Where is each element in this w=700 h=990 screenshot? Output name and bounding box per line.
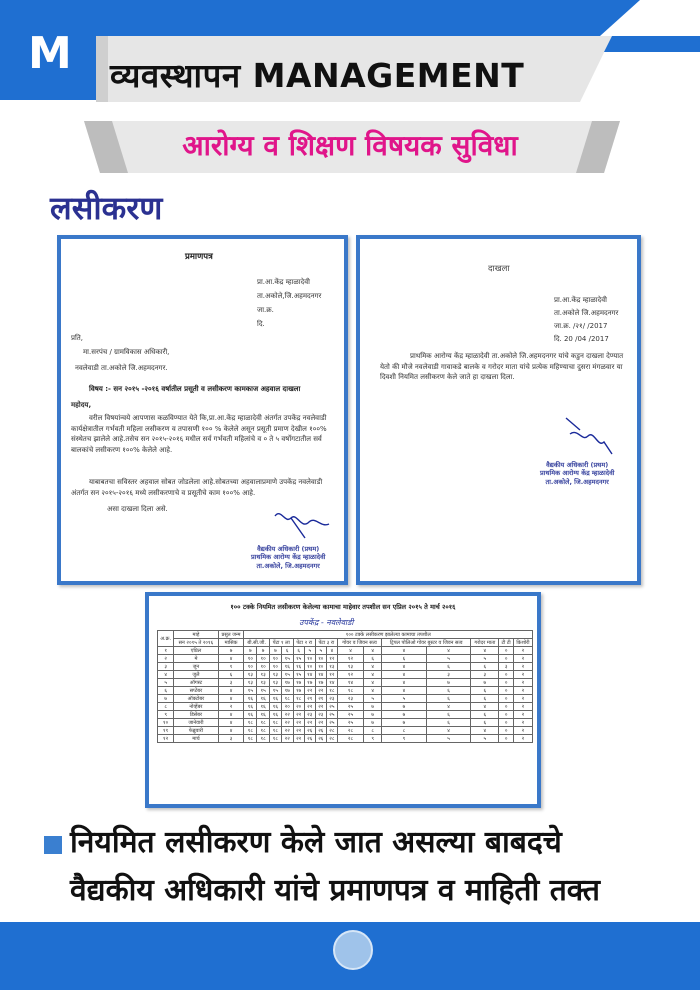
- register-handwritten-note: उपकेंद्र - नवलेवाडी: [299, 618, 354, 627]
- register-cell: १०: [244, 655, 257, 663]
- register-cell: ४: [218, 711, 244, 719]
- register-cell: ५: [158, 679, 174, 687]
- register-cell: १५: [269, 687, 281, 695]
- certificate-body-paragraph-1: वरील विषयांन्वये आपणास कळविण्यात येते कि,प्रा.आ.केंद्र म्हाळादेवी अंतर्गत उपकेंद्र नवलेवाडी कार्यक्षेत्रातील गर्भवती महिला लसीकरण व तपासणी १०० % केलेले असून प्रसूती प्रमाण देखील १००% संस्थेतच झालेले आहे.तसेच सन २०१५-२०१६ मधील सर्व गर्भवती महिलांचे व ० ते ५ वर्षोगटातील सर्व बालकांचे लसीकरण १००% केलेले आहे.: [71, 414, 327, 454]
- certificate-to-label: प्रति,: [71, 334, 84, 342]
- register-cell: १०: [257, 663, 270, 671]
- register-cell: ६: [426, 687, 471, 695]
- dakhla-date-line: दि. 20 /04 /2017: [554, 335, 609, 343]
- page-header-title: व्यवस्थापन MANAGEMENT: [110, 56, 525, 95]
- section-badge-letter: M: [28, 28, 72, 79]
- register-cell: २२: [304, 703, 315, 711]
- register-cell: ६: [426, 695, 471, 703]
- register-cell: २६: [315, 727, 326, 735]
- register-cell: ६: [426, 719, 471, 727]
- register-row: [158, 735, 533, 743]
- register-cell: ४: [426, 647, 471, 655]
- register-cell: नोव्हेंबर: [174, 703, 218, 711]
- register-cell: मे: [174, 655, 218, 663]
- register-header-measles: गोवर व जिवन सत्व: [337, 639, 381, 647]
- register-cell: ९: [364, 735, 382, 743]
- register-cell: ०: [499, 647, 513, 655]
- certificate-subject: विषय :- सन २०१५ -२०१६ वर्षातील प्रसूती व लसीकरण कामकाज अहवाल दाखला: [89, 385, 301, 393]
- register-cell: ४: [471, 727, 499, 735]
- register-header-booster: ट्रिपल पोलिओ गोवर बुस्टर व जिवन सत्व: [382, 639, 471, 647]
- register-cell: १६: [269, 695, 281, 703]
- register-cell: २६: [315, 735, 326, 743]
- register-cell: ४: [218, 719, 244, 727]
- register-header-penta-1: पेंटा १ ला: [269, 639, 293, 647]
- register-cell: १६: [257, 695, 270, 703]
- register-cell: १८: [337, 687, 363, 695]
- register-cell: ६: [293, 647, 304, 655]
- register-cell: २: [513, 687, 532, 695]
- register-cell: ७: [158, 695, 174, 703]
- register-cell: १०: [304, 655, 315, 663]
- register-cell: २५: [326, 703, 337, 711]
- register-cell: १८: [257, 719, 270, 727]
- register-cell: २२: [293, 735, 304, 743]
- certificate-heading: प्रमाणपत्र: [185, 252, 213, 262]
- register-cell: ६: [364, 655, 382, 663]
- register-cell: १६: [257, 703, 270, 711]
- register-header-target-label: मासिक: [218, 639, 244, 647]
- register-cell: ८: [382, 727, 427, 735]
- register-cell: १३: [244, 679, 257, 687]
- register-cell: २२: [304, 687, 315, 695]
- register-cell: १८: [244, 719, 257, 727]
- register-cell: २२: [315, 719, 326, 727]
- register-header-month: माहे: [174, 631, 218, 639]
- certificate-signature: [271, 504, 341, 544]
- register-row: [158, 679, 533, 687]
- register-cell: २२: [281, 719, 293, 727]
- register-cell: ३: [426, 671, 471, 679]
- register-cell: २०: [281, 703, 293, 711]
- register-cell: १८: [269, 719, 281, 727]
- register-cell: ३: [218, 735, 244, 743]
- register-cell: ७: [269, 647, 281, 655]
- certificate-from-line-4: दि.: [257, 320, 265, 328]
- register-cell: ४: [364, 687, 382, 695]
- register-cell: ०: [499, 695, 513, 703]
- register-cell: ५: [315, 647, 326, 655]
- register-cell: ४: [382, 687, 427, 695]
- dakhla-heading: दाखला: [488, 264, 510, 274]
- register-cell: १६: [293, 663, 304, 671]
- register-cell: ४: [426, 727, 471, 735]
- register-cell: जुलै: [174, 671, 218, 679]
- dakhla-stamp-line-2: प्राथमिक आरोग्य केंद्र म्हाळादेवी: [540, 469, 615, 478]
- register-cell: ४: [471, 647, 499, 655]
- certificate-from-line-1: प्रा.आ.केंद्र म्हाळादेवी: [257, 278, 310, 286]
- register-cell: ०: [499, 671, 513, 679]
- register-cell: १०: [315, 655, 326, 663]
- register-cell: १५: [281, 671, 293, 679]
- register-cell: ४: [218, 655, 244, 663]
- register-cell: २: [513, 647, 532, 655]
- register-cell: १७: [293, 687, 304, 695]
- register-cell: ४: [158, 671, 174, 679]
- dakhla-ref-line: जा.क्र. /२१/ /2017: [554, 322, 608, 330]
- register-cell: ८: [158, 703, 174, 711]
- register-cell: १३: [257, 679, 270, 687]
- register-cell: २२: [281, 727, 293, 735]
- register-cell: १: [158, 647, 174, 655]
- register-cell: १३: [269, 671, 281, 679]
- register-cell: ०: [499, 703, 513, 711]
- register-cell: ६: [471, 711, 499, 719]
- register-cell: ४: [382, 663, 427, 671]
- register-cell: ऑक्टोबर: [174, 695, 218, 703]
- register-cell: २२: [281, 711, 293, 719]
- register-cell: ५: [471, 735, 499, 743]
- certificate-stamp-line-3: ता.अकोले, जि.अहमदनगर: [256, 561, 320, 570]
- section-title: लसीकरण: [50, 189, 163, 227]
- register-header-detail: १०० टक्के लसीकरण झालेल्या कामाचा तपशील: [244, 631, 533, 639]
- register-cell: ९: [158, 711, 174, 719]
- register-cell: ३: [499, 663, 513, 671]
- register-cell: एप्रिल: [174, 647, 218, 655]
- certificate-from-line-2: ता.अकोले,जि.अहमदनगर: [257, 292, 322, 300]
- register-cell: १७: [281, 679, 293, 687]
- register-cell: १७: [293, 679, 304, 687]
- register-cell: १७: [281, 687, 293, 695]
- dakhla-stamp-line-3: ता.अकोले, जि.अहमदनगर: [545, 477, 609, 486]
- register-cell: ५: [304, 647, 315, 655]
- certificate-closing: असा दाखला दिला असे.: [107, 505, 168, 513]
- register-cell: ६: [471, 719, 499, 727]
- register-cell: ६: [471, 663, 499, 671]
- register-cell: २: [513, 719, 532, 727]
- register-header-serial: अ.क्र.: [158, 631, 174, 647]
- register-cell: ६: [382, 655, 427, 663]
- register-cell: १३: [269, 679, 281, 687]
- register-cell: २२: [281, 735, 293, 743]
- register-cell: १८: [269, 727, 281, 735]
- register-cell: ६: [281, 647, 293, 655]
- register-cell: ७: [382, 719, 427, 727]
- register-cell: १४: [326, 679, 337, 687]
- register-row: [158, 671, 533, 679]
- register-cell: १८: [269, 735, 281, 743]
- register-cell: १५: [257, 687, 270, 695]
- register-cell: २२: [293, 711, 304, 719]
- register-cell: २०: [293, 703, 304, 711]
- register-cell: १०: [269, 663, 281, 671]
- register-cell: ६: [218, 671, 244, 679]
- register-cell: १२: [326, 655, 337, 663]
- register-header-tt: टी टी: [499, 639, 513, 647]
- register-cell: २२: [304, 719, 315, 727]
- register-cell: ऑगस्ट: [174, 679, 218, 687]
- register-cell: ९: [382, 735, 427, 743]
- register-cell: ६: [158, 687, 174, 695]
- register-cell: ४: [364, 679, 382, 687]
- register-row: [158, 695, 533, 703]
- register-cell: ७: [364, 703, 382, 711]
- register-cell: ४: [364, 663, 382, 671]
- register-cell: १: [218, 663, 244, 671]
- register-header-bcg: बी.सी.जी.: [244, 639, 269, 647]
- register-cell: २: [513, 671, 532, 679]
- certificate-salutation: महोदय,: [71, 401, 92, 409]
- register-cell: १३: [337, 663, 363, 671]
- register-cell: १८: [244, 735, 257, 743]
- register-cell: २५: [337, 703, 363, 711]
- register-cell: २१: [304, 695, 315, 703]
- register-cell: ४: [382, 679, 427, 687]
- register-cell: ५: [426, 655, 471, 663]
- register-cell: १८: [244, 727, 257, 735]
- register-cell: ४: [218, 727, 244, 735]
- register-cell: जून: [174, 663, 218, 671]
- register-cell: १५: [293, 671, 304, 679]
- register-cell: १८: [281, 695, 293, 703]
- register-cell: १६: [244, 711, 257, 719]
- register-header-penta-3: पेंटा ३ रा: [315, 639, 337, 647]
- register-cell: २: [513, 703, 532, 711]
- register-cell: १६: [244, 703, 257, 711]
- register-cell: १२: [337, 671, 363, 679]
- certificate-body-paragraph-2: याबाबतचा सविस्तर अहवाल सोबत जोडलेला आहे.सोबतच्या अहवालाप्रमाणे उपकेंद्र नवलेवाडी अंतर्गत सन २०१५-२०१६ मध्ये लसीकरणाचे व प्रसूतीचे काम १००% आहे.: [71, 478, 323, 497]
- vaccination-register-table: [157, 630, 533, 743]
- register-cell: २२: [293, 719, 304, 727]
- register-cell: १७: [315, 679, 326, 687]
- register-row: [158, 663, 533, 671]
- caption-line-2: वैद्यकीय अधिकारी यांचे प्रमाणपत्र व माहिती तक्त: [70, 873, 600, 908]
- register-cell: १२: [337, 655, 363, 663]
- register-header-pregnant: गरोदर माता: [471, 639, 499, 647]
- register-cell: डिसेंबर: [174, 711, 218, 719]
- register-cell: १८: [257, 727, 270, 735]
- register-cell: ७: [257, 647, 270, 655]
- register-cell: ४: [382, 647, 427, 655]
- certificate-card: [57, 235, 348, 585]
- register-cell: ७: [382, 711, 427, 719]
- register-cell: १६: [269, 711, 281, 719]
- register-cell: १८: [293, 695, 304, 703]
- register-cell: २: [513, 727, 532, 735]
- dakhla-card: [356, 235, 641, 585]
- register-cell: १०: [257, 655, 270, 663]
- register-cell: १०: [244, 663, 257, 671]
- register-cell: २: [513, 711, 532, 719]
- register-cell: ४: [326, 647, 337, 655]
- register-cell: २५: [326, 711, 337, 719]
- register-cell: ८: [364, 727, 382, 735]
- register-cell: १०: [269, 655, 281, 663]
- register-cell: २: [218, 703, 244, 711]
- register-cell: ४: [218, 695, 244, 703]
- caption-line-1: नियमित लसीकरण केले जात असल्या बाबदचे: [70, 825, 562, 860]
- register-cell: ७: [471, 679, 499, 687]
- register-cell: १५: [293, 655, 304, 663]
- register-cell: २३: [315, 711, 326, 719]
- certificate-stamp-line-2: प्राथमिक आरोग्य केंद्र म्हाळादेवी: [251, 553, 326, 562]
- register-cell: ५: [426, 735, 471, 743]
- register-cell: २३: [326, 695, 337, 703]
- register-cell: १३: [326, 663, 337, 671]
- register-cell: ७: [364, 719, 382, 727]
- register-cell: ६: [426, 711, 471, 719]
- register-header-births: प्रसुत जन्म: [218, 631, 244, 639]
- register-cell: १६: [244, 695, 257, 703]
- register-cell: ४: [218, 687, 244, 695]
- subtitle: आरोग्य व शिक्षण विषयक सुविधा: [182, 129, 518, 162]
- register-cell: १४: [304, 671, 315, 679]
- dakhla-body: प्राथमिक आरोग्य केंद्र म्हाळादेवी ता.अकोले जि.अहमदनगर यांचे कडुन दाखला देण्यात येतो की मौजे नवलेवाडी गावाकडे बालके व गरोदर माता यांचे प्रत्येक महिण्याचा दुसरा मंगळवार या दिवशी नियमित लसीकरण केले जाते हा दाखला दिला.: [380, 352, 624, 381]
- register-cell: ५: [471, 655, 499, 663]
- certificate-stamp: [247, 543, 329, 572]
- register-cell: २६: [304, 727, 315, 735]
- register-cell: २: [158, 655, 174, 663]
- register-cell: सप्टेंबर: [174, 687, 218, 695]
- register-cell: फेब्रुवारी: [174, 727, 218, 735]
- register-cell: १३: [257, 671, 270, 679]
- register-cell: २१: [315, 695, 326, 703]
- register-cell: २८: [337, 727, 363, 735]
- register-cell: ०: [499, 719, 513, 727]
- register-cell: ११: [158, 727, 174, 735]
- register-cell: २६: [304, 735, 315, 743]
- register-header-year: सन २०१५ ते २०१६: [174, 639, 218, 647]
- register-cell: २: [513, 679, 532, 687]
- register-cell: ४: [382, 671, 427, 679]
- register-cell: १५: [281, 655, 293, 663]
- register-cell: २५: [326, 719, 337, 727]
- register-cell: १६: [281, 663, 293, 671]
- register-cell: २३: [337, 695, 363, 703]
- register-row: [158, 647, 533, 655]
- register-cell: ०: [499, 727, 513, 735]
- register-body: [158, 647, 533, 743]
- register-cell: २८: [326, 735, 337, 743]
- register-cell: १४: [337, 679, 363, 687]
- register-cell: २२: [315, 703, 326, 711]
- caption-bullet-icon: [44, 836, 62, 854]
- register-cell: ६: [471, 687, 499, 695]
- certificate-to-line-1: मा.सरपंच / ग्रामविकास अधिकारी,: [83, 348, 170, 356]
- register-cell: २५: [337, 711, 363, 719]
- register-cell: ०: [499, 655, 513, 663]
- register-cell: १२: [326, 671, 337, 679]
- register-cell: १०: [304, 663, 315, 671]
- register-cell: ४: [364, 647, 382, 655]
- register-cell: ७: [244, 647, 257, 655]
- page-number-circle: [333, 930, 373, 970]
- register-cell: ०: [499, 735, 513, 743]
- register-cell: २: [513, 695, 532, 703]
- register-cell: १८: [326, 687, 337, 695]
- register-cell: ०: [499, 711, 513, 719]
- register-cell: ७: [364, 711, 382, 719]
- register-cell: १५: [244, 687, 257, 695]
- register-row: [158, 703, 533, 711]
- register-cell: ६: [426, 663, 471, 671]
- register-cell: ४: [337, 647, 363, 655]
- dakhla-from-line-2: ता.अकोले जि.अहमदनगर: [554, 309, 619, 317]
- register-cell: ०: [499, 679, 513, 687]
- register-cell: २: [513, 655, 532, 663]
- register-header-penta-2: पेंटा २ रा: [293, 639, 315, 647]
- register-row: [158, 655, 533, 663]
- register-row: [158, 727, 533, 735]
- register-cell: ६: [471, 695, 499, 703]
- register-cell: २: [513, 735, 532, 743]
- vaccination-register-card: [145, 592, 541, 808]
- register-cell: २: [513, 663, 532, 671]
- register-cell: ४: [471, 703, 499, 711]
- register-header-adolescent: किशोरी: [513, 639, 532, 647]
- register-cell: १४: [315, 671, 326, 679]
- register-cell: १३: [244, 671, 257, 679]
- certificate-from-line-3: जा.क्र.: [257, 306, 274, 314]
- register-cell: २८: [337, 735, 363, 743]
- register-cell: ०: [499, 687, 513, 695]
- register-cell: १६: [269, 703, 281, 711]
- dakhla-stamp: [536, 459, 618, 488]
- register-cell: १८: [257, 735, 270, 743]
- register-row: [158, 719, 533, 727]
- dakhla-signature: [560, 414, 620, 464]
- register-cell: १६: [257, 711, 270, 719]
- register-cell: २३: [304, 711, 315, 719]
- register-cell: २२: [293, 727, 304, 735]
- register-cell: ३: [158, 663, 174, 671]
- register-cell: १०: [315, 663, 326, 671]
- register-cell: १०: [158, 719, 174, 727]
- register-cell: ३: [218, 679, 244, 687]
- register-cell: २५: [337, 719, 363, 727]
- certificate-to-line-2: नवलेवाडी ता.अकोले जि.अहमदनगर.: [75, 364, 168, 372]
- register-cell: ५: [364, 695, 382, 703]
- register-cell: १२: [158, 735, 174, 743]
- register-cell: २२: [315, 687, 326, 695]
- register-cell: ३: [471, 671, 499, 679]
- dakhla-stamp-line-1: वैद्यकीय अधिकारी (प्रथम): [546, 461, 609, 469]
- register-cell: ५: [382, 695, 427, 703]
- register-cell: ७: [426, 679, 471, 687]
- register-cell: १७: [304, 679, 315, 687]
- register-cell: ४: [426, 703, 471, 711]
- register-cell: जानेवारी: [174, 719, 218, 727]
- register-cell: २८: [326, 727, 337, 735]
- register-row: [158, 711, 533, 719]
- register-cell: ७: [382, 703, 427, 711]
- register-title: १०० टक्के नियमित लसीकरण केलेल्या कामाचा माहेवार तपशील सन एप्रिल २०१५ ते मार्च २०१६: [230, 603, 456, 611]
- register-row: [158, 687, 533, 695]
- register-cell: ४: [364, 671, 382, 679]
- register-cell: मार्च: [174, 735, 218, 743]
- register-cell: ७: [218, 647, 244, 655]
- dakhla-from-line-1: प्रा.आ.केंद्र म्हाळादेवी: [554, 296, 607, 304]
- certificate-stamp-line-1: वैद्यकीय अधिकारी (प्रथम): [257, 545, 320, 553]
